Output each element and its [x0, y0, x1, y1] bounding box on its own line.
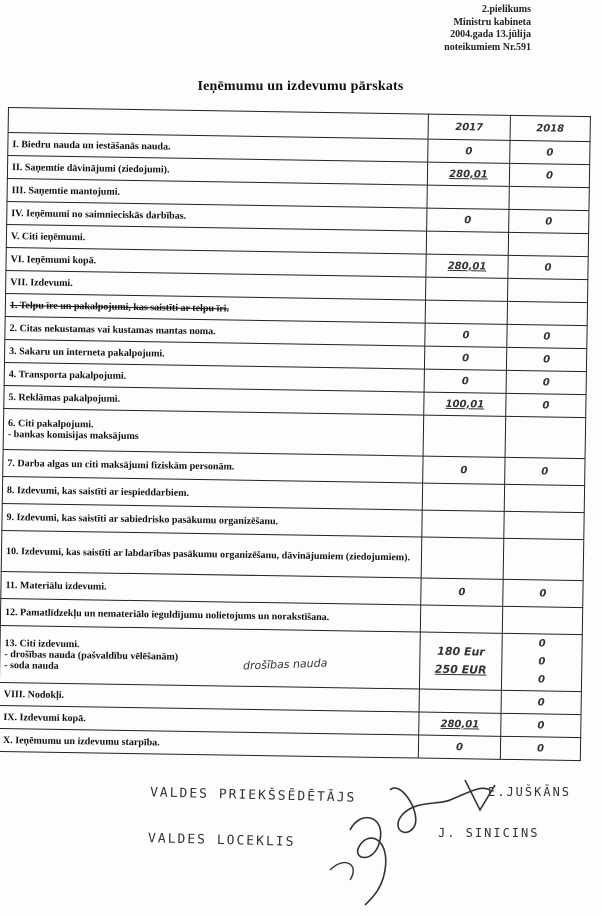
row-label: X. Ieņēmumu un izdevumu starpība. [0, 728, 419, 758]
value-2017 [419, 632, 502, 690]
member-name: J. SINICINS [438, 826, 540, 840]
annex-line-1: 2.pielikums [481, 4, 531, 15]
handwritten-note: drošības nauda [242, 656, 328, 673]
row-label: IX. Izdevumi kopā. [0, 705, 419, 735]
value-2018 [508, 278, 588, 302]
row-label: IV. Ieņēmumi no saimnieciskās darbības. [7, 201, 427, 231]
value-2017: 0 [424, 346, 506, 370]
document-title: Ieņēmumu un izdevumu pārskats [197, 79, 404, 94]
value-2017: 0 [421, 578, 503, 606]
chair-role: VALDES PRIEKŠSĒDĒTĀJS [149, 785, 357, 806]
value-2018 [504, 511, 584, 539]
row-label: 7. Darba algas un citi maksājumi fiziskām personām. [3, 449, 423, 483]
value-2017 [421, 537, 504, 579]
row-label: III. Saņemtie mantojumi. [7, 178, 427, 208]
row-label: 1. Telpu īre un pakalpojumi, kas saistīti ar telpu īri. [5, 293, 425, 323]
value-2017 [427, 185, 509, 209]
value-2017: 0 [423, 456, 505, 484]
value-2017: 0 [418, 735, 500, 759]
value-2018 [503, 538, 584, 580]
value-2018: 0 [509, 209, 589, 233]
value-2018: 0 [506, 393, 586, 417]
value-2018 [501, 633, 582, 691]
value-2018: 0 [510, 140, 590, 164]
value-2018 [505, 416, 586, 458]
value-2018: 0 [508, 255, 588, 279]
value-2018 [507, 301, 587, 325]
value-2017 [422, 483, 504, 511]
value-2017: 0 [424, 369, 506, 393]
handwritten-signatures [290, 770, 550, 910]
year-2018-header: 2018 [510, 115, 590, 141]
value-2018: 0 [501, 713, 581, 737]
value-2018-b: 0 [538, 656, 546, 668]
row-label: 11. Materiālu izdevumi. [1, 571, 421, 605]
row-label-main: 13. Citi izdevumi. [4, 637, 80, 650]
row-label [0, 625, 420, 689]
row-label: 9. Izdevumi, kas saistīti ar sabiedrisko pasākumu organizēšanu. [2, 503, 422, 537]
value-2017-deposit: 180 Eur [437, 644, 485, 659]
value-2018: 0 [500, 736, 580, 760]
row-label: VI. Ieņēmumi kopā. [6, 247, 426, 277]
row-label-sub-2: - soda nauda [4, 659, 59, 672]
row-label: VII. Izdevumi. [6, 270, 426, 300]
annex-reference [444, 4, 531, 54]
row-label: VIII. Nodokļi. [0, 682, 419, 712]
row-label-sub: - drošības nauda (pašvaldību vēlēšanām) [4, 648, 179, 663]
value-2017 [420, 605, 502, 633]
value-2017: 0 [428, 139, 510, 163]
value-2017: 100,01 [424, 392, 506, 416]
row-label: I. Biedru nauda un iestāšanās nauda. [8, 133, 428, 163]
value-2018: 0 [506, 370, 586, 394]
value-2017 [426, 277, 508, 301]
member-role: VALDES LOCEKLIS [147, 831, 296, 850]
annex-line-4: noteikumiem Nr.591 [444, 41, 531, 53]
row-label-sub: - bankas komisijas maksājums [7, 429, 139, 443]
value-2017 [423, 415, 506, 457]
value-2017 [425, 300, 507, 324]
value-2017-fine: 250 EUR [434, 662, 487, 677]
row-label: 5. Reklāmas pakalpojumi. [4, 385, 424, 415]
year-2017-header: 2017 [428, 114, 510, 140]
value-2018: 0 [505, 457, 585, 485]
value-2018: 0 [503, 579, 583, 607]
row-label: 2. Citas nekustamas vai kustamas mantas noma. [5, 316, 425, 346]
value-2018 [508, 232, 588, 256]
chair-name: E.JUŠKĀNS [488, 785, 572, 799]
value-2018 [504, 484, 584, 512]
value-2018: 0 [509, 163, 589, 187]
value-2017 [422, 510, 504, 538]
value-2017 [419, 689, 501, 713]
row-label: V. Citi ieņēmumi. [6, 224, 426, 254]
value-2017: 280,01 [426, 254, 508, 278]
value-2017: 0 [425, 323, 507, 347]
annex-line-3: 2004.gada 13.jūlija [450, 29, 531, 40]
row-label: 12. Pamatlīdzekļu un nemateriālo ieguldījumu nolietojums un norakstīšana. [0, 598, 420, 632]
row-label [3, 408, 424, 456]
row-label: 3. Sakaru un interneta pakalpojumi. [4, 339, 424, 369]
signature-line-member [148, 831, 296, 850]
value-2017: 280,01 [427, 162, 509, 186]
value-2017 [426, 231, 508, 255]
value-2018: 0 [507, 324, 587, 348]
value-2017: 280,01 [419, 712, 501, 736]
value-2018-c: 0 [537, 674, 546, 686]
value-2017: 0 [427, 208, 509, 232]
row-label: II. Saņemtie dāvinājumi (ziedojumi). [7, 156, 427, 186]
value-2018-a: 0 [538, 638, 546, 650]
row-label: 10. Izdevumi, kas saistīti ar labdarības pasākumu organizēšanu, dāvinājumiem (ziedojumiem). [1, 530, 422, 578]
value-2018 [502, 606, 582, 634]
row-label: 4. Transporta pakalpojumi. [4, 362, 424, 392]
row-label-main: 6. Citi pakalpojumi. [7, 418, 94, 431]
row-label: 8. Izdevumi, kas saistīti ar iespieddarbiem. [2, 476, 422, 510]
value-2018 [509, 186, 589, 210]
value-2018: 0 [506, 347, 586, 371]
annex-line-2: Ministru kabineta [453, 16, 531, 28]
value-2018: 0 [501, 690, 581, 714]
